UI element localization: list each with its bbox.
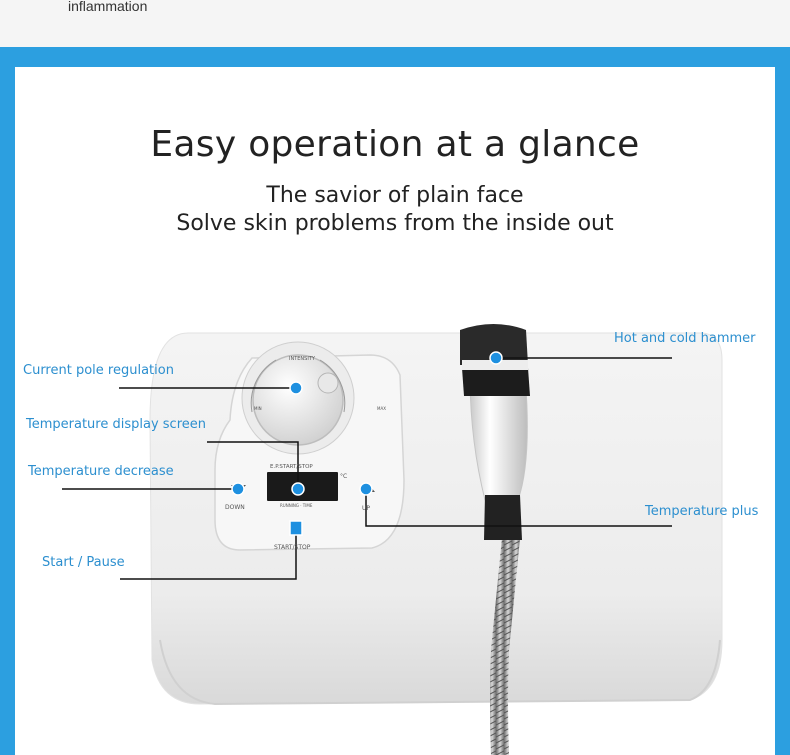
label-temp-display: Temperature display screen: [26, 417, 206, 432]
marker-temp-plus: [360, 483, 372, 495]
control-panel: [215, 342, 404, 550]
marker-start-pause: [290, 521, 302, 535]
mode-label: E.P.START/STOP: [270, 464, 313, 470]
intensity-label: INTENSITY: [289, 356, 315, 362]
marker-current-pole: [290, 382, 302, 394]
marker-hammer: [490, 352, 502, 364]
page-title: Easy operation at a glance: [150, 124, 640, 165]
marker-temp-decrease: [232, 483, 244, 495]
marker-temp-display: [292, 483, 304, 495]
label-temp-plus: Temperature plus: [645, 504, 759, 519]
label-current-pole: Current pole regulation: [23, 363, 174, 378]
celsius-label: °C: [340, 473, 348, 480]
label-hammer: Hot and cold hammer: [614, 331, 756, 346]
up-label: UP: [362, 505, 371, 512]
subtitle-line-1: The savior of plain face: [266, 183, 524, 208]
top-caption: inflammation: [68, 0, 148, 14]
start-stop-label: START/STOP: [274, 544, 311, 551]
min-label: MIN: [254, 406, 262, 411]
max-label: MAX: [377, 406, 386, 411]
down-label: DOWN: [225, 504, 245, 511]
label-start-pause: Start / Pause: [42, 555, 125, 570]
running-time-label: RUNNING · TIME: [280, 503, 313, 508]
label-temp-decrease: Temperature decrease: [28, 464, 174, 479]
subtitle-line-2: Solve skin problems from the inside out: [176, 211, 614, 236]
